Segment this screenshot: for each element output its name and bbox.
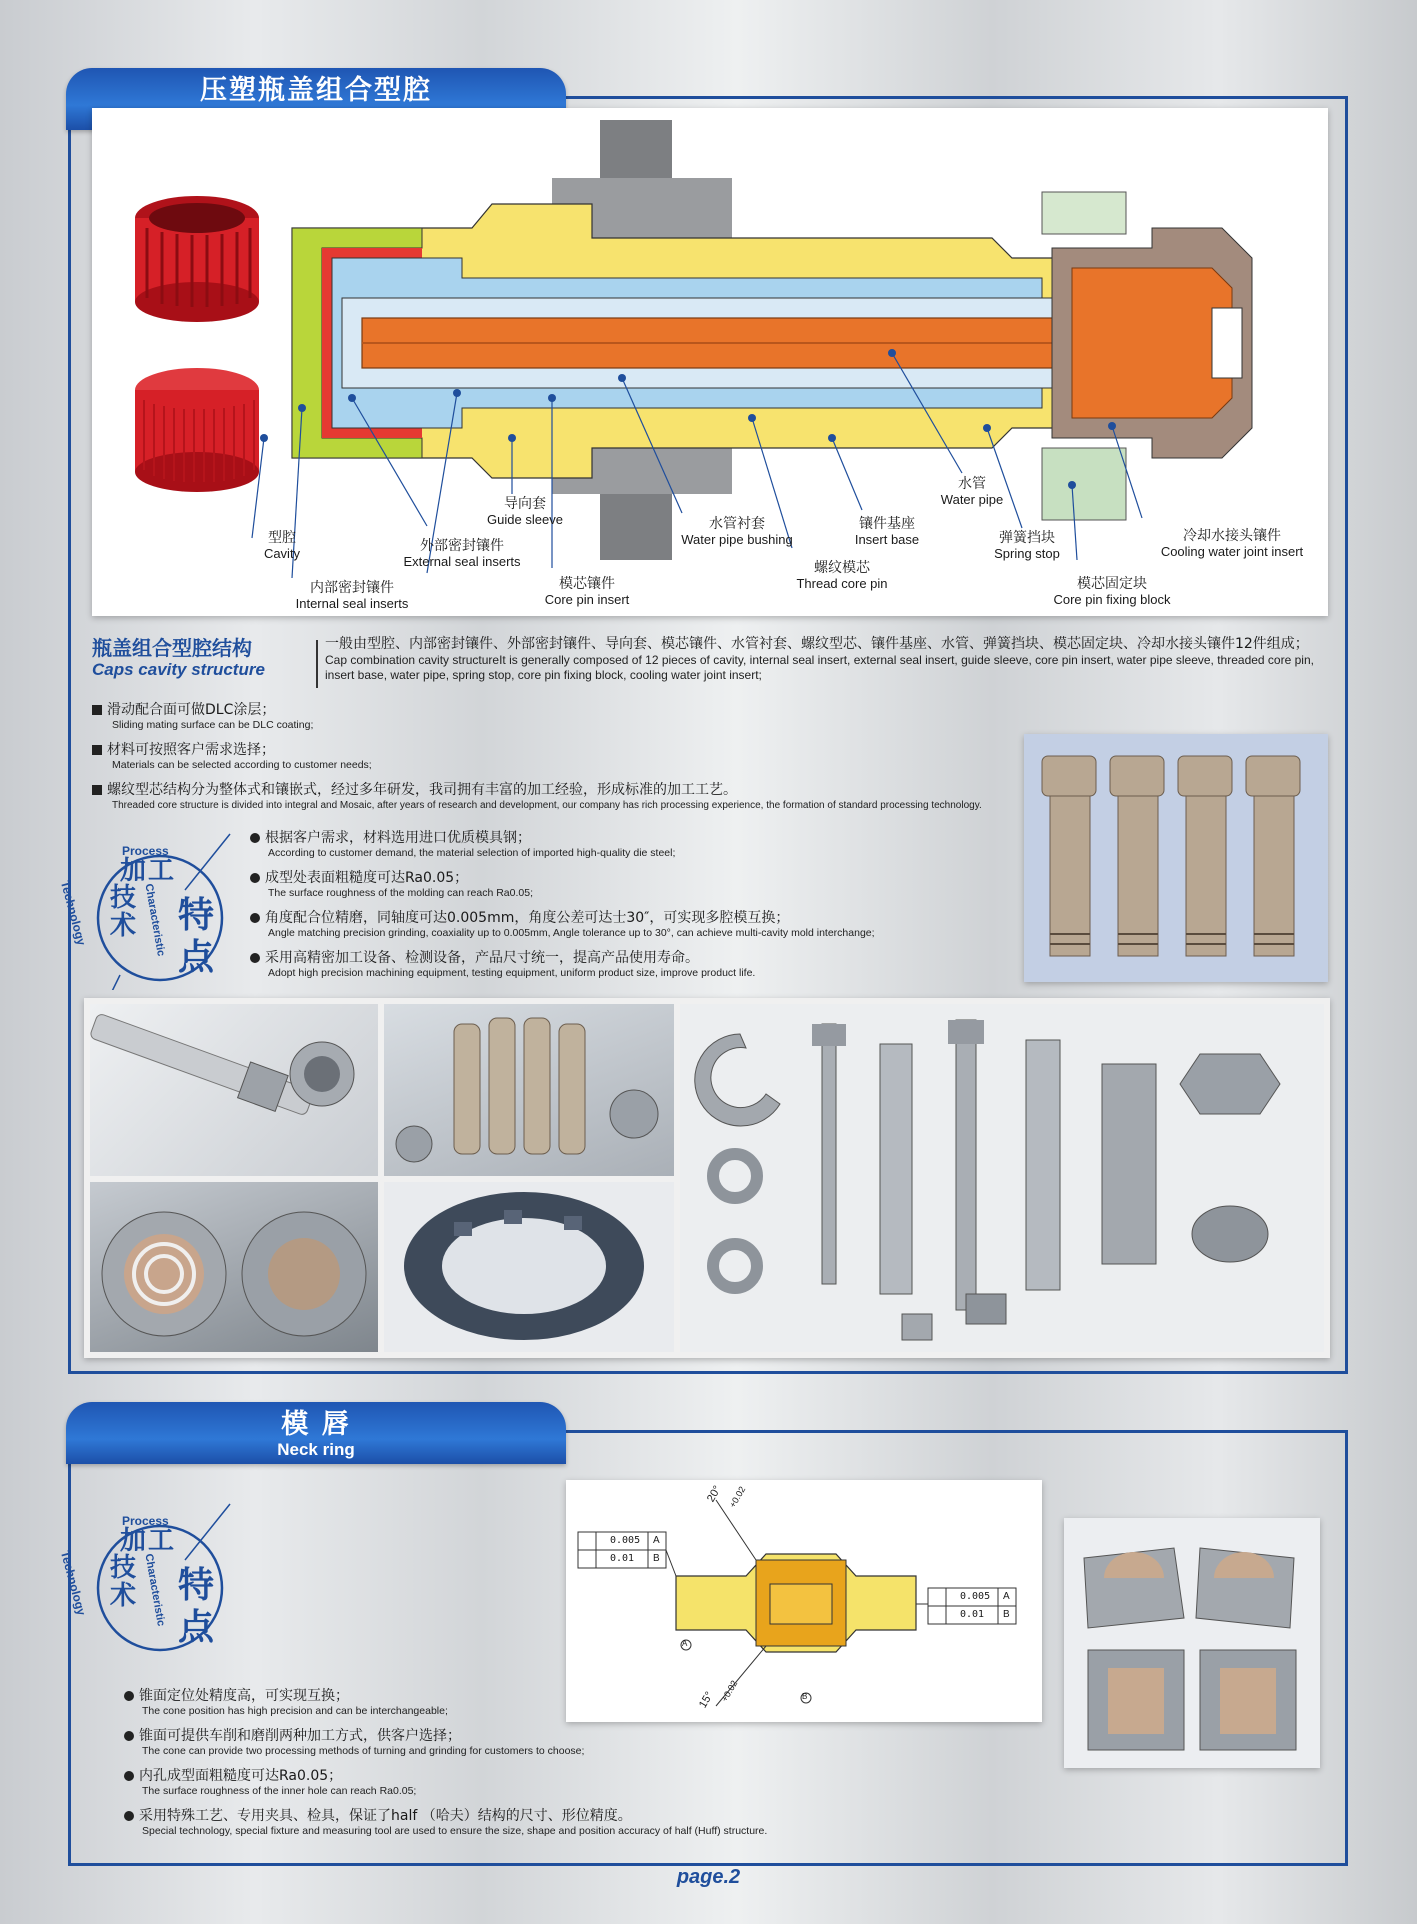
label-cooling-water-joint-insert: 冷却水接头镶件 Cooling water joint insert — [1160, 528, 1304, 559]
square-bullet-icon — [92, 705, 102, 715]
badge1-cn1: 加工 — [120, 856, 177, 886]
label-external-seal-inserts: 外部密封镶件 External seal inserts — [403, 538, 521, 569]
parts-photo-grid — [84, 998, 1330, 1358]
tol-box-1-value-2: 0.01 — [610, 1553, 635, 1564]
badge2-en1: Process — [122, 1514, 169, 1528]
tolerance-label-1: +0.02 — [727, 1484, 748, 1510]
tol-box-2-value-2: 0.01 — [960, 1609, 985, 1620]
machined-parts-collection-photo — [680, 1004, 1324, 1352]
cavity-diagram-panel — [92, 108, 1328, 616]
spiral-core-insert-photo — [90, 1182, 378, 1352]
tol-box-2-value-1: 0.005 — [960, 1591, 991, 1602]
structure-desc-cn: 一般由型腔、内部密封镶件、外部密封镶件、导向套、模芯镶件、水管衬套、螺纹型芯、镶件基座、水管、弹簧挡块、模芯固定块、冷却水接头镶件12件组成； — [325, 636, 1309, 652]
label-spring-stop: 弹簧挡块 Spring stop — [994, 530, 1060, 561]
badge1-en1: Process — [122, 844, 169, 858]
dot-bullet-icon — [250, 913, 260, 923]
structure-description — [325, 636, 1330, 683]
tol-box-2-ref-2: B — [1003, 1609, 1010, 1620]
tol-box-1-ref-1: A — [653, 1535, 660, 1546]
tol-box-2-ref-1: A — [1003, 1591, 1010, 1602]
structure-heading-cn: 瓶盖组合型腔结构 — [92, 636, 252, 660]
neck-bullet-4: 采用特殊工艺、专用夹具、检具，保证了half （哈夫）结构的尺寸、形位精度。 Special technology, special fixture and measuring tool are used to ensure the size, shape and position accuracy of half (Huff) structure. — [124, 1808, 1024, 1838]
dot-bullet-icon — [124, 1811, 134, 1821]
neck-ring-photo — [1064, 1518, 1320, 1768]
angle-label-2: 15° — [696, 1689, 716, 1711]
structure-heading-en: Caps cavity structure — [92, 660, 265, 679]
tolerance-label-2: +0.02 — [719, 1678, 740, 1704]
dot-bullet-icon — [250, 833, 260, 843]
square-bullet-icon — [92, 785, 102, 795]
neck-bullet-2: 锥面可提供车削和磨削两种加工方式，供客户选择； The cone can provide two processing methods of turning and grinding for customers to choose; — [124, 1728, 1024, 1758]
label-core-pin-insert: 模芯镶件 Core pin insert — [544, 576, 630, 607]
label-thread-core-pin: 螺纹模芯 Thread core pin — [796, 560, 888, 591]
dot-bullet-3: 角度配合位精磨，同轴度可达0.005mm，角度公差可达士30″，可实现多腔模互换； Angle matching precision grinding, coaxiality up to 0.005mm, Angle tolerance up to 30°, can achieve multi-cavity mold interchange; — [250, 910, 1020, 940]
dot-bullet-2: 成型处表面粗糙度可达Ra0.05； The surface roughness of the molding can reach Ra0.05; — [250, 870, 1010, 900]
dot-bullet-1: 根据客户需求，材料选用进口优质模具钢； According to customer demand, the material selection of imported high-quality die steel; — [250, 830, 1010, 860]
badge1-en3: Characteristic — [142, 882, 167, 958]
square-bullet-3: 螺纹型芯结构分为整体式和镶嵌式，经过多年研发，我司拥有丰富的加工经验，形成标准的加工工艺。 Threaded core structure is divided into integral and Mosaic, after years of research and development, our company has rich processing experience, the formation of standard processing technology. — [92, 782, 1022, 812]
badge2-cn2: 技术 — [110, 1553, 137, 1611]
dot-bullet-icon — [250, 953, 260, 963]
section2-title-cn: 模 唇 — [281, 1409, 351, 1440]
neck-bullet-3: 内孔成型面粗糙度可达Ra0.05； The surface roughness of the inner hole can reach Ra0.05; — [124, 1768, 1024, 1798]
label-insert-base: 镶件基座 Insert base — [854, 516, 920, 547]
neck-bullet-1: 锥面定位处精度高，可实现互换； The cone position has high precision and can be interchangeable; — [124, 1688, 1024, 1718]
structure-divider — [316, 640, 318, 688]
structure-heading — [92, 636, 312, 680]
angle-label-1: 20° — [704, 1483, 724, 1505]
water-pipe-photo — [90, 1004, 378, 1176]
structure-desc-en: Cap combination cavity structureIt is generally composed of 12 pieces of cavity, internal seal insert, external seal insert, guide sleeve, core pin insert, water pipe sleeve, threaded core pin, insert base, water pipe, spring stop, core pin fixing block, cooling water joint insert; — [325, 653, 1314, 682]
section1-title-cn: 压塑瓶盖组合型腔 — [200, 75, 432, 106]
dot-bullet-icon — [124, 1771, 134, 1781]
dot-bullet-icon — [124, 1691, 134, 1701]
label-water-pipe-bushing: 水管衬套 Water pipe bushing — [681, 516, 793, 547]
cavity-ring-photo — [384, 1182, 674, 1352]
badge2-cn3: 特点 — [178, 1564, 215, 1648]
datum-b-label: B — [802, 1692, 808, 1701]
section2-title-tab — [66, 1402, 566, 1464]
neck-ring-drawing-panel — [566, 1480, 1042, 1722]
page-number: page.2 — [676, 1866, 741, 1888]
tol-box-1-value-1: 0.005 — [610, 1535, 641, 1546]
red-cap-bottom-image — [135, 368, 259, 492]
tol-box-1-ref-2: B — [653, 1553, 660, 1564]
badge1-en2: Technology — [57, 879, 89, 947]
badge2-cn1: 加工 — [120, 1526, 177, 1556]
core-inserts-photo — [384, 1004, 674, 1176]
dot-bullet-4: 采用高精密加工设备、检测设备，产品尺寸统一，提高产品使用寿命。 Adopt high precision machining equipment, testing equipment, uniform product size, improve product life. — [250, 950, 1010, 980]
badge1-cn2: 技术 — [110, 883, 137, 941]
thread-core-pins-photo — [1024, 734, 1328, 982]
label-internal-seal-inserts: 内部密封镶件 Internal seal inserts — [295, 580, 409, 611]
label-core-pin-fixing-block: 模芯固定块 Core pin fixing block — [1053, 576, 1171, 607]
section2-title-en: Neck ring — [277, 1440, 355, 1459]
dot-bullet-icon — [124, 1731, 134, 1741]
badge2-en2: Technology — [57, 1549, 89, 1617]
badge1-cn3: 特点 — [178, 894, 215, 978]
badge2-en3: Characteristic — [142, 1552, 167, 1628]
square-bullet-1: 滑动配合面可做DLC涂层； Sliding mating surface can be DLC coating; — [92, 702, 1012, 732]
square-bullet-icon — [92, 745, 102, 755]
square-bullet-2: 材料可按照客户需求选择； Materials can be selected according to customer needs; — [92, 742, 1012, 772]
label-cavity: 型腔 Cavity — [263, 530, 301, 561]
dot-bullet-icon — [250, 873, 260, 883]
label-guide-sleeve: 导向套 Guide sleeve — [487, 496, 563, 527]
datum-a-label: A — [682, 1639, 688, 1648]
red-cap-top-image — [135, 196, 259, 322]
label-water-pipe: 水管 Water pipe — [940, 476, 1004, 507]
